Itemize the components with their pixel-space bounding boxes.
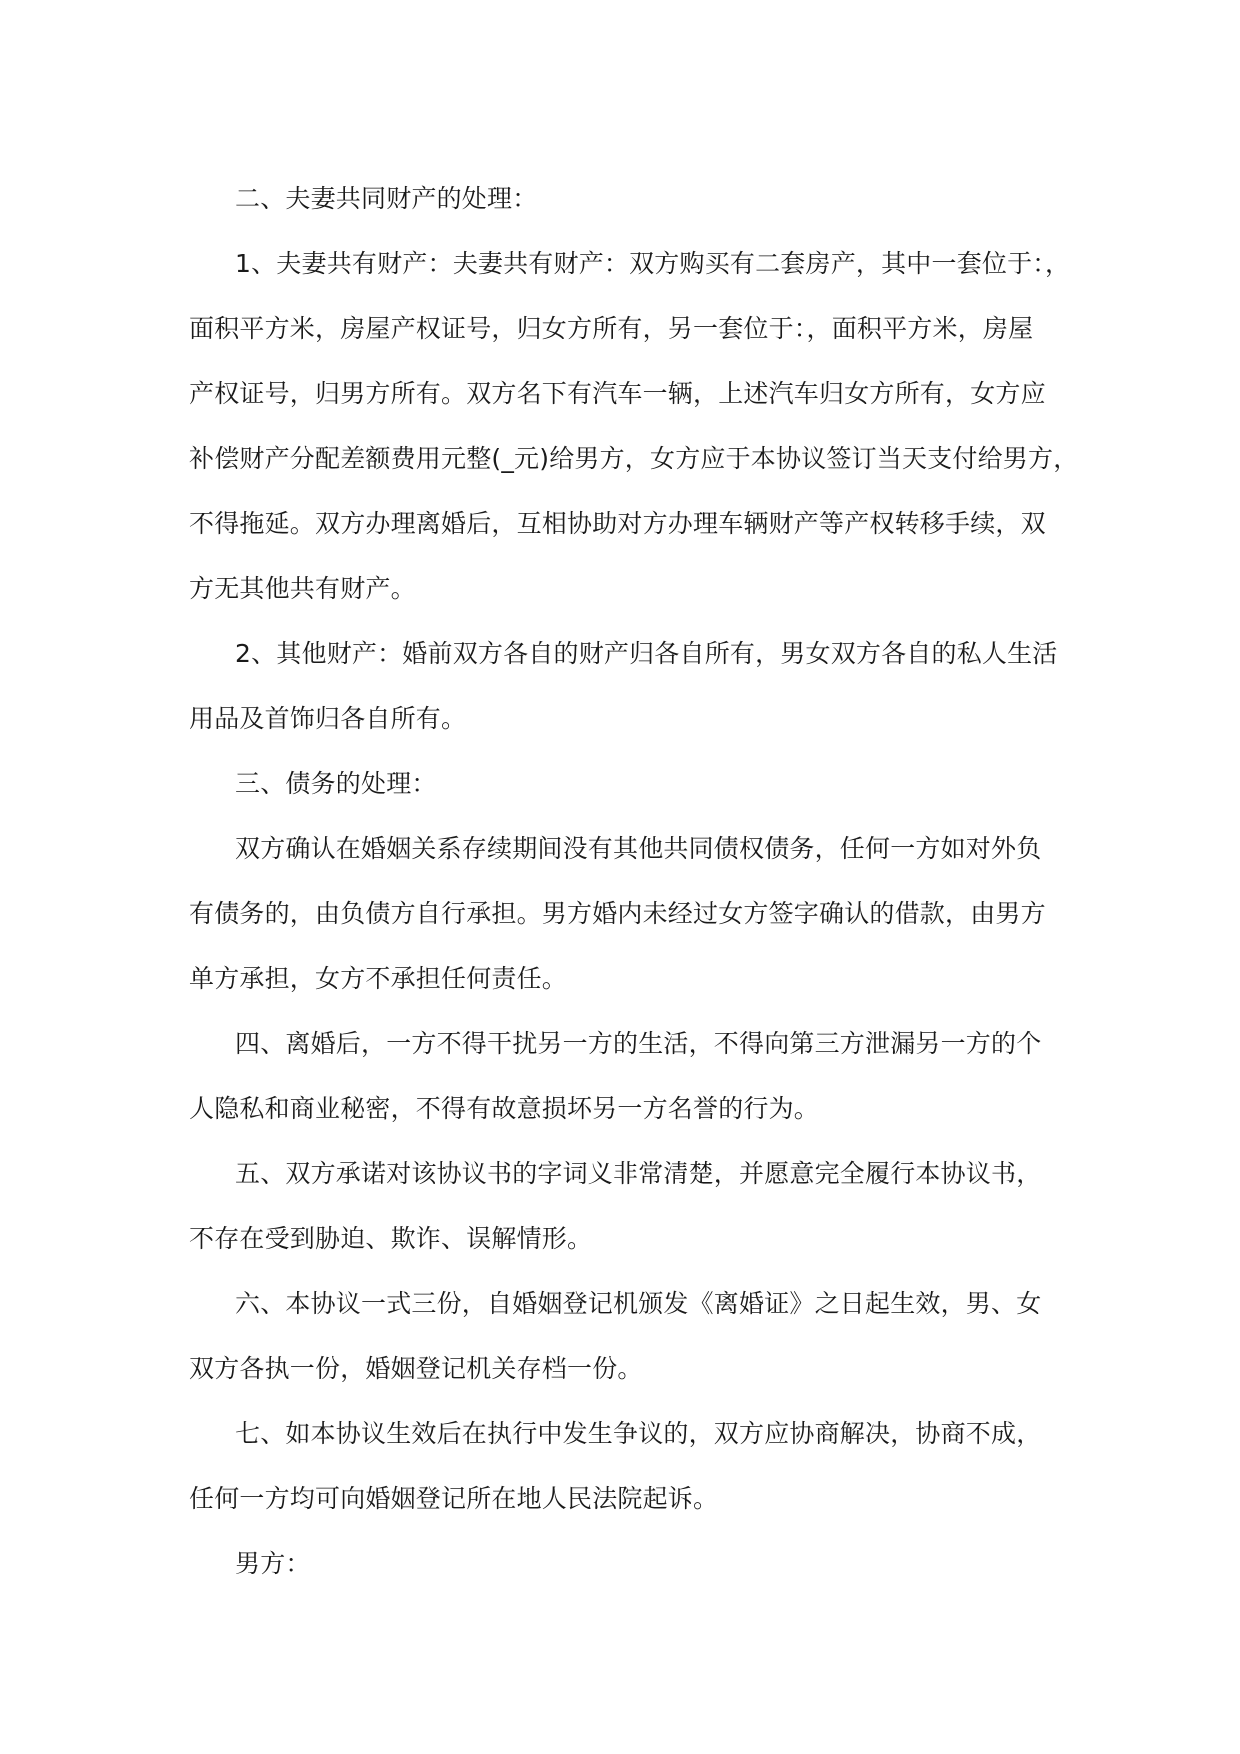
paragraph — [189, 1271, 1069, 1401]
text-line: 1、夫妻共有财产：夫妻共有财产：双方购买有二套房产，其中一套位于：， — [235, 249, 1071, 278]
text-line: 二、夫妻共同财产的处理： — [235, 184, 538, 213]
text-line: 产权证号，归男方所有。双方名下有汽车一辆，上述汽车归女方所有，女方应 — [189, 379, 1046, 408]
paragraph — [189, 1141, 1069, 1271]
text-line: 用品及首饰归各自所有。 — [189, 704, 467, 733]
text-line: 五、双方承诺对该协议书的字词义非常清楚，并愿意完全履行本协议书， — [235, 1159, 1042, 1188]
text-line: 补偿财产分配差额费用元整(_元)给男方，女方应于本协议签订当天支付给男方， — [189, 444, 1079, 473]
text-line: 任何一方均可向婚姻登记所在地人民法院起诉。 — [189, 1484, 719, 1513]
paragraph — [189, 231, 1079, 621]
document-body — [189, 166, 1079, 1596]
text-line: 不得拖延。双方办理离婚后，互相协助对方办理车辆财产等产权转移手续，双 — [189, 509, 1046, 538]
text-line: 三、债务的处理： — [235, 769, 437, 798]
paragraph — [189, 751, 1069, 816]
text-line: 人隐私和商业秘密，不得有故意损坏另一方名誉的行为。 — [189, 1094, 820, 1123]
text-line: 有债务的，由负债方自行承担。男方婚内未经过女方签字确认的借款，由男方 — [189, 899, 1046, 928]
paragraph — [189, 1531, 1069, 1596]
paragraph — [189, 1011, 1069, 1141]
text-line: 不存在受到胁迫、欺诈、误解情形。 — [189, 1224, 593, 1253]
text-line: 方无其他共有财产。 — [189, 574, 416, 603]
paragraph — [189, 816, 1069, 1011]
text-line: 2、其他财产：婚前双方各自的财产归各自所有，男女双方各自的私人生活 — [235, 639, 1058, 668]
text-line: 单方承担，女方不承担任何责任。 — [189, 964, 568, 993]
paragraph — [189, 621, 1069, 751]
text-line: 男方： — [235, 1549, 311, 1578]
text-line: 双方确认在婚姻关系存续期间没有其他共同债权债务，任何一方如对外负 — [235, 834, 1042, 863]
text-line: 面积平方米，房屋产权证号，归女方所有，另一套位于：，面积平方米，房屋 — [189, 314, 1034, 343]
text-line: 四、离婚后，一方不得干扰另一方的生活，不得向第三方泄漏另一方的个 — [235, 1029, 1042, 1058]
text-line: 七、如本协议生效后在执行中发生争议的，双方应协商解决，协商不成， — [235, 1419, 1042, 1448]
text-line: 六、本协议一式三份，自婚姻登记机颁发《离婚证》之日起生效，男、女 — [235, 1289, 1042, 1318]
paragraph — [189, 166, 1069, 231]
paragraph — [189, 1401, 1069, 1531]
text-line: 双方各执一份，婚姻登记机关存档一份。 — [189, 1354, 643, 1383]
